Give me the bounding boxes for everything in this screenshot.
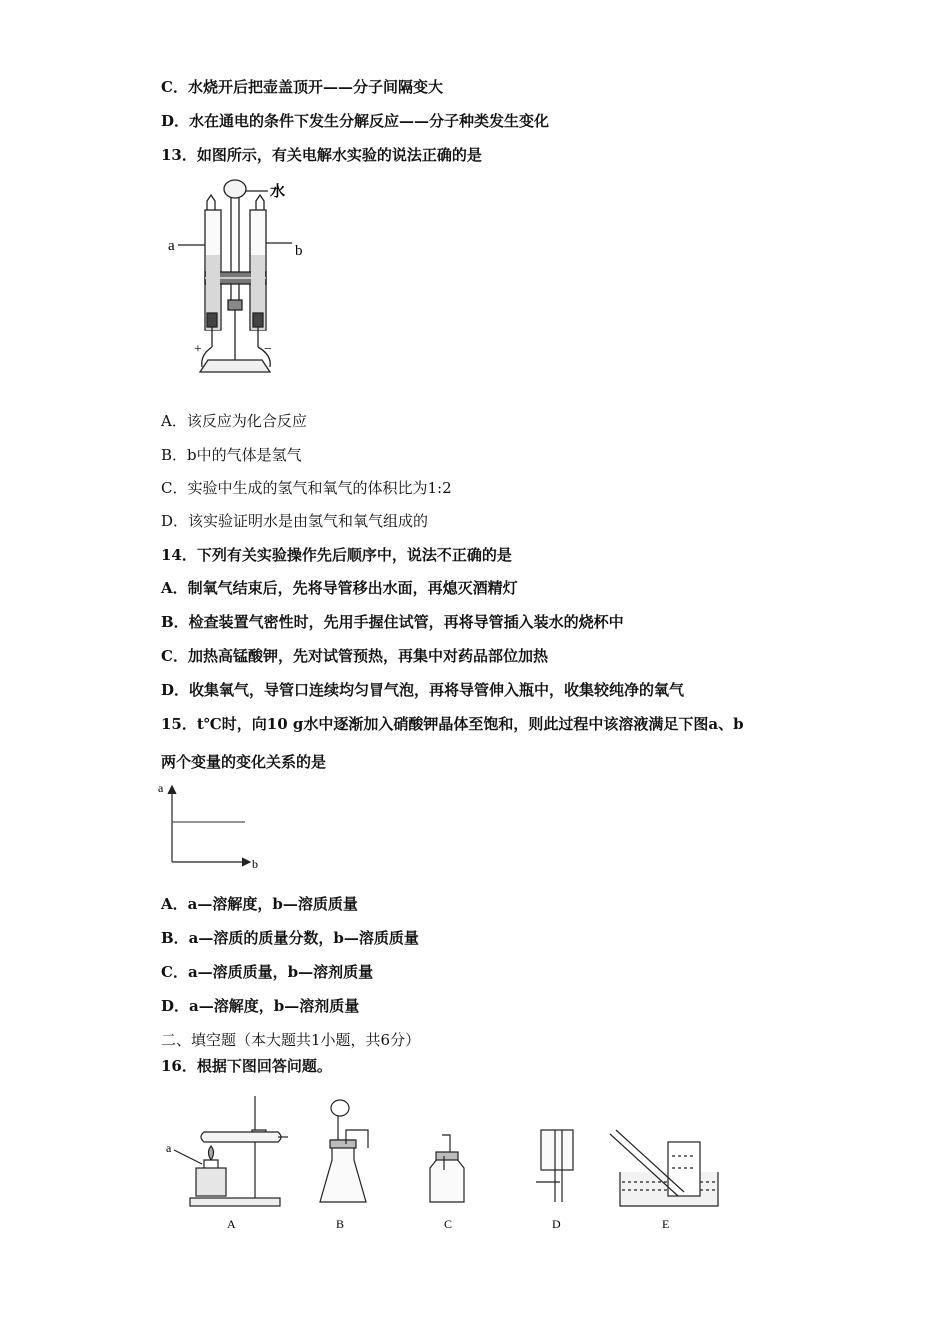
apparatus-d	[536, 1130, 573, 1202]
q13-option-c: C．实验中生成的氢气和氧气的体积比为1:2	[161, 479, 452, 497]
q13-option-d: D．该实验证明水是由氢气和氧气组成的	[161, 512, 429, 530]
q15-stem-line1: 15．t℃时，向10 g水中逐渐加入硝酸钾晶体至饱和，则此过程中该溶液满足下图a、b	[161, 715, 744, 733]
q14-option-d: D．收集氧气，导管口连续均匀冒气泡，再将导管伸入瓶中，收集较纯净的氧气	[161, 681, 685, 699]
caption-a: A	[227, 1217, 236, 1231]
a-b-graph-figure	[156, 780, 266, 872]
q12-option-c: C．水烧开后把壶盖顶开——分子间隔变大	[161, 78, 443, 96]
caption-b: B	[336, 1217, 345, 1231]
q15-option-c: C．a—溶质质量，b—溶剂质量	[161, 963, 374, 981]
label-tube-b: b	[295, 243, 303, 259]
q15-option-b: B．a—溶质的质量分数，b—溶质质量	[161, 929, 419, 947]
lab-apparatus-figure	[160, 1090, 730, 1235]
section-title: 二、填空题（本大题共1小题，共6分）	[161, 1031, 421, 1049]
q16-stem: 16．根据下图回答问题。	[161, 1057, 332, 1075]
apparatus-e	[610, 1130, 718, 1206]
apparatus-b	[320, 1100, 368, 1202]
label-a: a	[166, 1141, 172, 1155]
caption-d: D	[552, 1217, 561, 1231]
apparatus-c	[430, 1135, 464, 1202]
q13-stem: 13．如图所示，有关电解水实验的说法正确的是	[161, 146, 482, 164]
q13-option-b: B．b中的气体是氢气	[161, 446, 302, 464]
electrolysis-apparatus-figure	[160, 175, 330, 380]
q13-option-a: A．该反应为化合反应	[161, 412, 307, 430]
label-plus: +	[194, 342, 202, 357]
caption-c: C	[444, 1217, 453, 1231]
x-axis-label: b	[252, 857, 258, 871]
q12-option-d: D．水在通电的条件下发生分解反应——分子种类发生变化	[161, 112, 550, 130]
y-axis-label: a	[158, 781, 164, 795]
apparatus-a	[174, 1096, 288, 1206]
q15-stem-line2: 两个变量的变化关系的是	[161, 753, 327, 771]
label-water: 水	[270, 184, 286, 200]
label-minus: −	[264, 342, 272, 357]
q14-stem: 14．下列有关实验操作先后顺序中，说法不正确的是	[161, 546, 512, 564]
q14-option-a: A．制氧气结束后，先将导管移出水面，再熄灭酒精灯	[161, 579, 518, 597]
label-tube-a: a	[168, 238, 175, 254]
q15-option-d: D．a—溶解度，b—溶剂质量	[161, 997, 360, 1015]
q14-option-b: B．检查装置气密性时，先用手握住试管，再将导管插入装水的烧杯中	[161, 613, 624, 631]
caption-e: E	[662, 1217, 670, 1231]
q15-option-a: A．a—溶解度，b—溶质质量	[161, 895, 358, 913]
q14-option-c: C．加热高锰酸钾，先对试管预热，再集中对药品部位加热	[161, 647, 548, 665]
